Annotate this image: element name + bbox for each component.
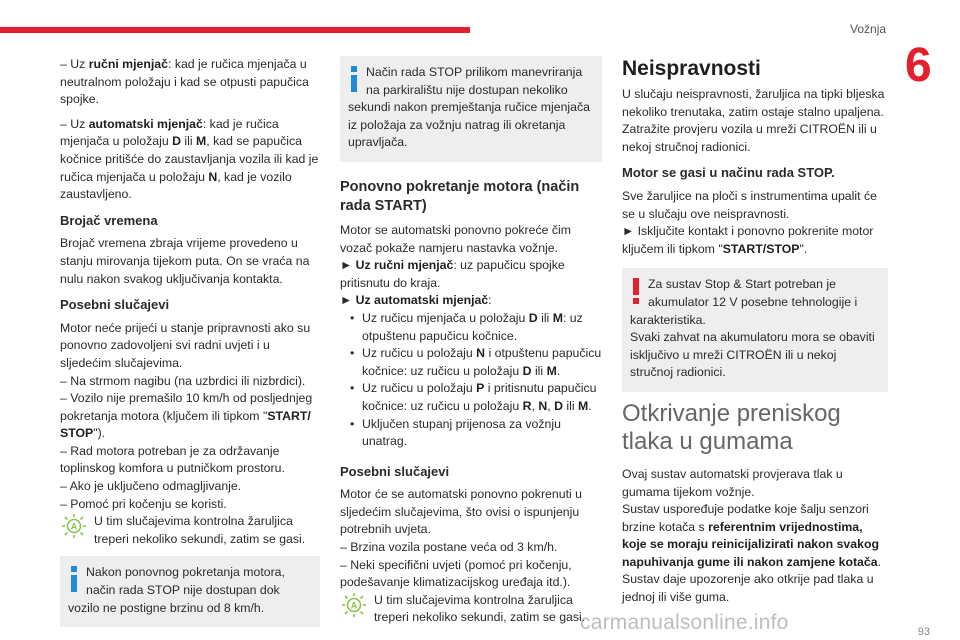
list-item: • Uz ručicu mjenjača u položaju D ili M: uz otpuštenu papučicu kočnice. — [350, 310, 583, 343]
paragraph-motor-gasi: Sve žaruljice na ploči s instrumentima upalit će se u slučaju ove neispravnosti. — [622, 188, 877, 221]
heading-tlak: Otkrivanje preniskog tlaka u gumama — [622, 399, 841, 455]
watermark: carmanualsonline.info — [580, 611, 789, 634]
paragraph-posebni: Motor će se automatski ponovno pokrenuti u sljedećim slučajevima, što ovisi o ispunjenju potrebnih uvjeta. — [340, 487, 582, 537]
info-box-text: Način rada STOP prilikom manevriranja na parkiralištu nije dostupan nekoliko sekundi nakon premještanja ručice mjenjača iz položaja za vožnju natrag ili okretanja upravljača. — [348, 65, 590, 150]
svg-text:A: A — [350, 600, 358, 611]
column-2 — [340, 56, 602, 627]
bullet-list — [340, 310, 602, 451]
arrow-item: ► Isključite kontakt i ponovno pokrenite motor ključem ili tipkom "START/STOP". — [622, 224, 874, 256]
paragraph-brojac: Brojač vremena zbraja vrijeme provedeno u stanju mirovanja tijekom puta. On se vraća na nulu nakon svakog uključivanja kontakta. — [60, 236, 310, 286]
lamp-note-text: U tim slučajevima kontrolna žaruljica treperi nekoliko sekundi, zatim se gasi. — [94, 514, 306, 546]
paragraph-manual-gearbox: – Uz ručni mjenjač: kad je ručica mjenjača u neutralnom položaju i kad se otpusti papučica spojke. — [60, 57, 309, 107]
list-item: • Uz ručicu u položaju N i otpuštenu papučicu kočnice: uz ručicu u položaju D ili M. — [350, 346, 602, 378]
paragraph-start: Motor se automatski ponovno pokreće čim vozač pokaže namjeru nastavka vožnje. — [340, 222, 572, 255]
lamp-note — [60, 513, 320, 548]
info-box — [60, 556, 320, 627]
arrow-item: ► Uz automatski mjenjač: — [340, 293, 492, 308]
stop-start-lamp-icon — [60, 513, 88, 545]
heading-motor-gasi: Motor se gasi u načinu rada STOP. — [622, 165, 835, 181]
heading-start: Ponovno pokretanje motora (način rada START) — [340, 178, 580, 214]
arrow-item: ► Uz ručni mjenjač: uz papučicu spojke pritisnutu do kraja. — [340, 258, 565, 290]
lamp-note-text: U tim slučajevima kontrolna žaruljica treperi nekoliko sekundi, zatim se gasi. — [374, 592, 586, 625]
heading-brojac: Brojač vremena — [60, 212, 158, 228]
paragraph-neispravnosti: U slučaju neispravnosti, žaruljica na tipki bljeska nekoliko trenutaka, zatim ostaje stalno upaljena. Zatražite provjeru vozila u mreži CITROËN ili u nekoj stručnoj radionici. — [622, 87, 885, 154]
column-1 — [60, 56, 320, 635]
heading-neispravnosti: Neispravnosti — [622, 57, 761, 80]
page-number: 93 — [917, 626, 930, 638]
list-item: – Vozilo nije premašilo 10 km/h od posljednjeg pokretanja motora (ključem ili tipkom "START/ STOP"). — [60, 391, 313, 441]
warning-text: Za sustav Stop & Start potreban je akumulator 12 V posebne tehnologije i karakteristika. — [630, 277, 858, 327]
warning-box — [622, 268, 888, 392]
info-box — [340, 56, 602, 162]
list-item: – Pomoć pri kočenju se koristi. — [60, 496, 227, 511]
chapter-number: 6 — [905, 39, 932, 92]
paragraph-tlak: Sustav uspoređuje podatke koje šalju senzori brzine kotača s referentnim vrijednostima, koje se moraju reinicijalizirati nakon svakog napuhivanja gume ili nakon zamjene kotača. — [622, 502, 881, 569]
paragraph-tlak: Ovaj sustav automatski provjerava tlak u gumama tijekom vožnje. — [622, 466, 843, 499]
lamp-note — [340, 592, 602, 627]
list-item: – Ako je uključeno odmagljivanje. — [60, 479, 242, 494]
paragraph-automatic-gearbox: – Uz automatski mjenjač: kad je ručica mjenjača u položaju D ili M, kad se papučica kočnice pritišće do zaustavljanja vozila ili kad je ručica mjenjača u položaju N, kad je vozilo zaustavljeno. — [60, 116, 319, 202]
info-box-text: Nakon ponovnog pokretanja motora, način rada STOP nije dostupan dok vozilo ne postigne brzinu od 8 km/h. — [68, 565, 285, 615]
info-icon — [68, 566, 80, 592]
list-item: – Rad motora potreban je za održavanje toplinskog komfora u putničkom prostoru. — [60, 443, 285, 476]
list-item: • Uključen stupanj prijenosa za vožnju unatrag. — [350, 416, 561, 449]
stop-start-lamp-icon — [340, 592, 368, 624]
warning-text: Svaki zahvat na akumulatoru mora se obaviti isključivo u mreži CITROËN ili u nekoj stručnoj radionici. — [630, 330, 875, 380]
section-title: Vožnja — [850, 22, 887, 36]
list-item: – Brzina vozila postane veća od 3 km/h. — [340, 540, 558, 555]
heading-posebni: Posebni slučajevi — [340, 463, 450, 479]
list-item: – Neki specifični uvjeti (pomoć pri kočenju, podešavanje klimatizacijskog uređaja itd.). — [340, 557, 572, 590]
svg-text:A: A — [70, 521, 78, 532]
heading-posebni: Posebni slučajevi — [60, 297, 170, 313]
paragraph-tlak: Sustav daje upozorenje ako otkrije pad tlaka u jednoj ili više guma. — [622, 572, 874, 605]
info-icon — [348, 66, 360, 92]
column-3 — [622, 56, 888, 607]
top-accent-bar — [0, 27, 470, 33]
list-item: – Na strmom nagibu (na uzbrdici ili nizbrdici). — [60, 373, 306, 388]
warning-icon — [630, 278, 642, 304]
paragraph-posebni: Motor neće prijeći u stanje pripravnosti ako su ponovno zadovoljeni svi radni uvjeti i u sljedećim slučajevima. — [60, 320, 311, 370]
list-item: • Uz ručicu u položaju P i pritisnutu papučicu kočnice: uz ručicu u položaju R, N, D ili M. — [350, 381, 597, 413]
